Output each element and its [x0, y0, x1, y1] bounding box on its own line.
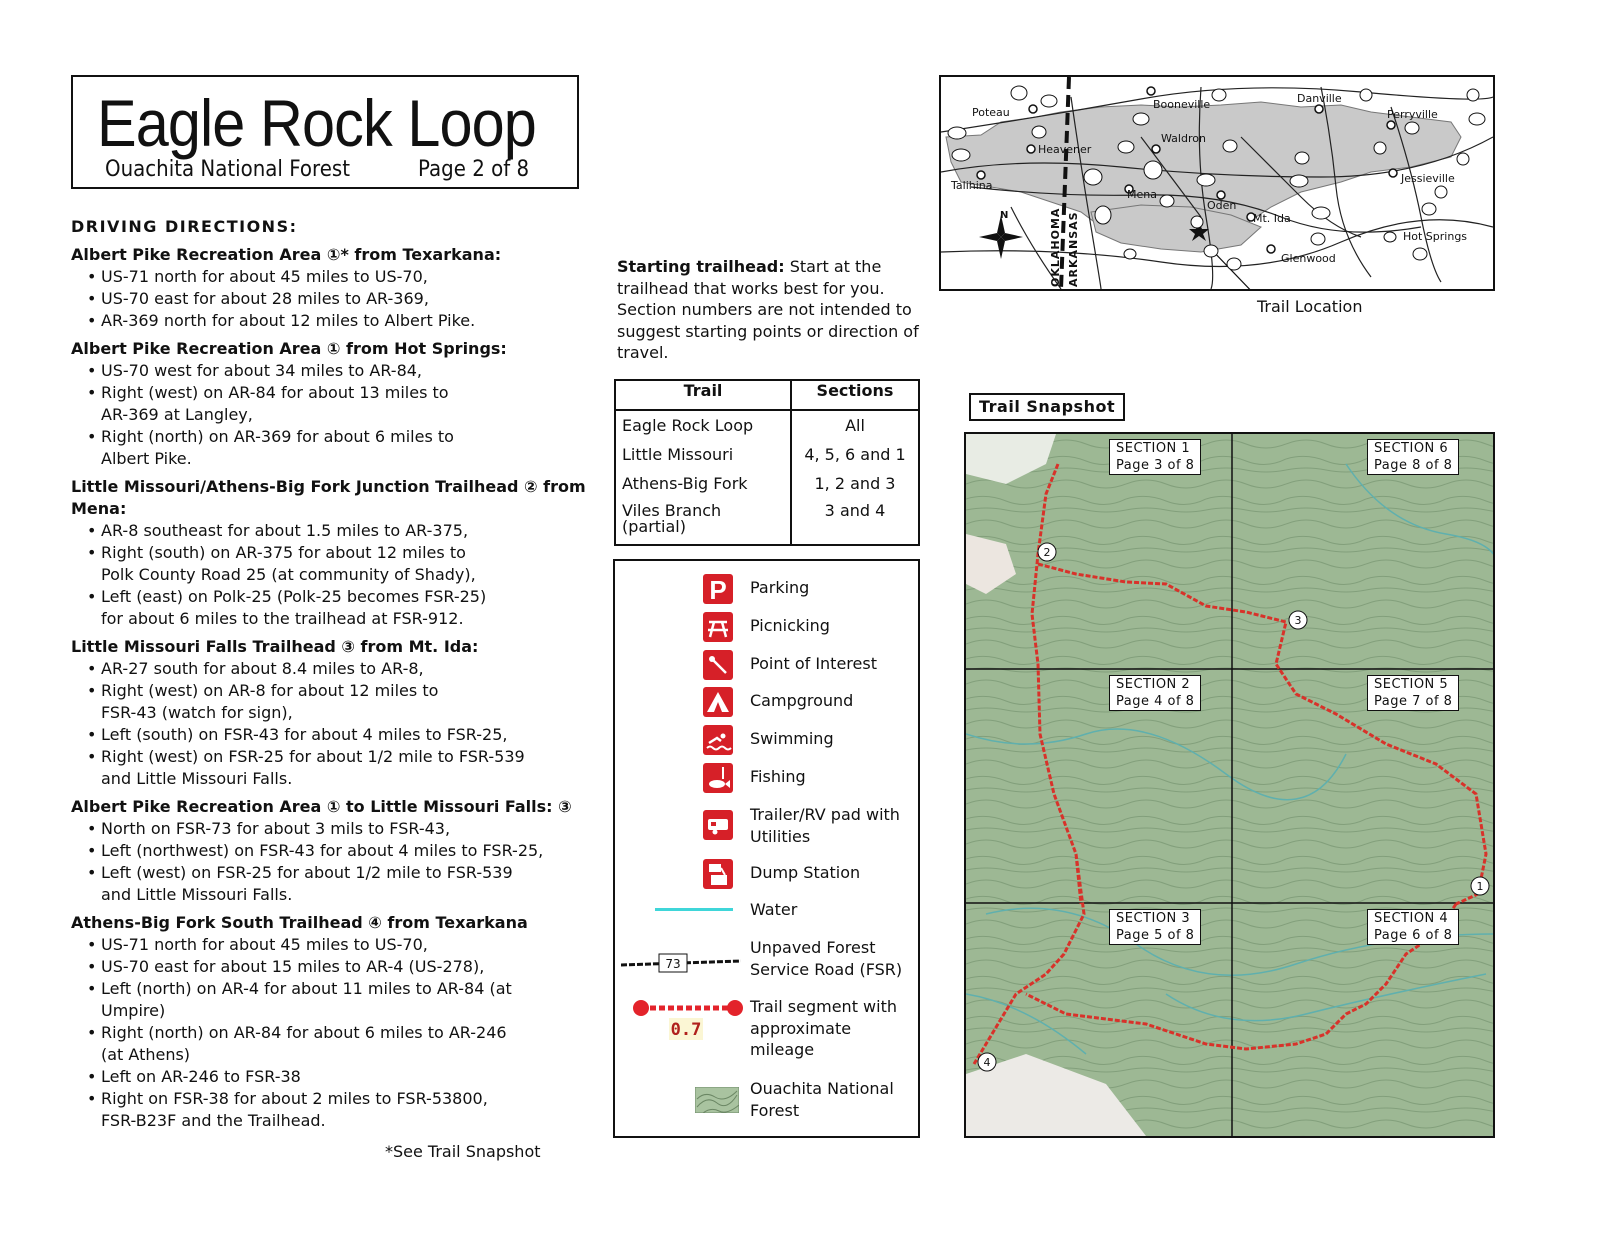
directions-list: [71, 266, 611, 332]
legend-label: Water: [750, 900, 798, 919]
directions-sections: [71, 244, 611, 1132]
direction-step: • US-70 east for about 15 miles to AR-4 (US-278),: [87, 956, 611, 978]
table-cell-sections: 1, 2 and 3: [791, 469, 919, 498]
direction-step: • Right (north) on AR-369 for about 6 miles to Albert Pike.: [87, 426, 611, 470]
town-label: Glenwood: [1281, 252, 1336, 265]
picnic-icon: [703, 612, 733, 642]
direction-step: • Right (west) on AR-84 for about 13 miles to AR-369 at Langley,: [87, 382, 611, 426]
table-row: [615, 498, 919, 545]
section-page: Page 4 of 8: [1116, 694, 1195, 709]
direction-step: • Left (east) on Polk-25 (Polk-25 becomes FSR-25) for about 6 miles to the trailhead at FSR-912.: [87, 586, 611, 630]
section-page: Page 7 of 8: [1374, 694, 1453, 709]
section-3-box: [1109, 909, 1201, 945]
town-label: Mena: [1127, 188, 1157, 201]
state-label-oklahoma: OKLAHOMA: [1049, 207, 1062, 287]
trailhead-3-marker: 3: [1294, 614, 1302, 627]
section-page: Page 8 of 8: [1374, 458, 1453, 473]
section-5-box: [1367, 675, 1459, 711]
direction-step: • US-70 east for about 28 miles to AR-369,: [87, 288, 611, 310]
town-label: Hot Springs: [1403, 230, 1468, 243]
trailer-rv-icon: [703, 810, 733, 840]
section-name: SECTION 5: [1374, 677, 1449, 692]
forest-road-number: 73: [665, 957, 681, 971]
legend-label: Point of Interest: [750, 654, 877, 673]
direction-step: • AR-27 south for about 8.4 miles to AR-8,: [87, 658, 611, 680]
starting-trailhead-label: Starting trailhead:: [617, 257, 785, 276]
dump-station-icon: [703, 859, 733, 889]
direction-step: • Right (west) on FSR-25 for about 1/2 mile to FSR-539 and Little Missouri Falls.: [87, 746, 611, 790]
table-cell-trail: Little Missouri: [622, 445, 734, 464]
section-4-box: [1367, 909, 1459, 945]
town-label: Perryville: [1387, 108, 1438, 121]
directions-section-title: Little Missouri Falls Trailhead ③ from Mt. Ida:: [71, 637, 479, 656]
directions-section-title: Albert Pike Recreation Area ① from Hot Springs:: [71, 339, 507, 358]
table-cell-sections: All: [791, 410, 919, 440]
state-label-arkansas: ARKANSAS: [1067, 211, 1080, 287]
direction-step: • Left (north) on AR-4 for about 11 miles to AR-84 (at Umpire): [87, 978, 611, 1022]
directions-section-title: Albert Pike Recreation Area ①* from Texarkana:: [71, 245, 502, 264]
trail-segment-icon: [629, 996, 749, 1046]
snapshot-label: Trail Snapshot: [969, 393, 1125, 421]
town-label: Mt. Ida: [1253, 212, 1291, 225]
town-label: Jessieville: [1401, 172, 1455, 185]
direction-step: • Left (northwest) on FSR-43 for about 4 miles to FSR-25,: [87, 840, 611, 862]
swimming-icon: [703, 725, 733, 755]
table-cell-trail: Eagle Rock Loop: [622, 416, 754, 435]
map-legend: [613, 559, 920, 1138]
table-cell-trail: Athens-Big Fork: [622, 474, 748, 493]
legend-label: Picnicking: [750, 616, 830, 635]
direction-step: • AR-8 southeast for about 1.5 miles to AR-375,: [87, 520, 611, 542]
campground-icon: [703, 687, 733, 717]
section-name: SECTION 1: [1116, 441, 1191, 456]
section-page: Page 6 of 8: [1374, 928, 1453, 943]
trail-sections-table: [614, 379, 920, 546]
table-header-row: [615, 380, 919, 410]
table-cell-sections: 3 and 4: [791, 498, 919, 545]
legend-label: Parking: [750, 578, 810, 597]
water-line-icon: [655, 908, 733, 911]
table-row: [615, 410, 919, 440]
section-page: Page 3 of 8: [1116, 458, 1195, 473]
town-label: Heavener: [1038, 143, 1092, 156]
direction-step: • US-71 north for about 45 miles to US-70,: [87, 934, 611, 956]
section-name: SECTION 6: [1374, 441, 1449, 456]
legend-label: Swimming: [750, 729, 834, 748]
section-2-box: [1109, 675, 1201, 711]
north-label: N: [1000, 210, 1009, 221]
town-label: Oden: [1207, 199, 1237, 212]
parking-icon: [703, 574, 733, 604]
trailhead-2-marker: 2: [1043, 546, 1051, 559]
forest-road-icon: [621, 949, 741, 979]
page-title: Eagle Rock Loop: [97, 86, 536, 160]
svg-text:P: P: [709, 575, 727, 604]
trailhead-1-marker: 1: [1476, 880, 1484, 893]
direction-step: • Left (south) on FSR-43 for about 4 miles to FSR-25,: [87, 724, 611, 746]
directions-list: [71, 658, 611, 790]
forest-name: Ouachita National Forest: [105, 157, 350, 182]
direction-step: • Right (north) on AR-84 for about 6 miles to AR-246 (at Athens): [87, 1022, 611, 1066]
direction-step: • Left (west) on FSR-25 for about 1/2 mile to FSR-539 and Little Missouri Falls.: [87, 862, 611, 906]
table-header-sections: Sections: [791, 380, 919, 410]
section-name: SECTION 2: [1116, 677, 1191, 692]
directions-heading: DRIVING DIRECTIONS:: [71, 217, 298, 236]
table-row: [615, 469, 919, 498]
direction-step: • AR-369 north for about 12 miles to Albert Pike.: [87, 310, 611, 332]
section-6-box: [1367, 439, 1459, 475]
town-label: Danville: [1297, 92, 1342, 105]
legend-label: Fishing: [750, 767, 806, 786]
direction-step: • US-71 north for about 45 miles to US-70,: [87, 266, 611, 288]
table-cell-trail: Viles Branch (partial): [622, 501, 722, 536]
town-label: Poteau: [972, 106, 1010, 119]
legend-label: Campground: [750, 691, 854, 710]
direction-step: • Right (west) on AR-8 for about 12 miles to FSR-43 (watch for sign),: [87, 680, 611, 724]
direction-step: • Right (south) on AR-375 for about 12 miles to Polk County Road 25 (at community of Shady),: [87, 542, 611, 586]
legend-label: Ouachita National Forest: [750, 1079, 894, 1120]
fishing-icon: [703, 763, 733, 793]
section-name: SECTION 4: [1374, 911, 1449, 926]
directions-list: [71, 934, 611, 1132]
table-cell-sections: 4, 5, 6 and 1: [791, 440, 919, 469]
town-label: Waldron: [1161, 132, 1206, 145]
direction-step: • North on FSR-73 for about 3 mils to FSR-43,: [87, 818, 611, 840]
trail-location-label: Trail Location: [1257, 297, 1363, 316]
title-box: [71, 75, 579, 189]
trailhead-4-marker: 4: [983, 1056, 991, 1069]
legend-label: Trailer/RV pad with Utilities: [750, 805, 900, 846]
point-of-interest-icon: [703, 650, 733, 680]
direction-step: • US-70 west for about 34 miles to AR-84,: [87, 360, 611, 382]
table-row: [615, 440, 919, 469]
legend-label: Unpaved Forest Service Road (FSR): [750, 938, 903, 979]
directions-section-title: Athens-Big Fork South Trailhead ④ from Texarkana: [71, 913, 528, 932]
town-label: Booneville: [1153, 98, 1211, 111]
page-number: Page 2 of 8: [418, 157, 530, 182]
starting-trailhead-text: Start at the trailhead that works best for you. Section numbers are not intended to suggest starting points or direction of travel.: [617, 257, 919, 362]
directions-list: [71, 360, 611, 470]
driving-directions: [71, 216, 611, 1132]
legend-label: Trail segment with approximate mileage: [750, 997, 897, 1059]
town-label: Talihina: [951, 179, 993, 192]
section-1-box: [1109, 439, 1201, 475]
trail-mileage-label: 0.7: [670, 1020, 702, 1040]
see-snapshot-note: *See Trail Snapshot: [385, 1142, 541, 1161]
directions-section-title: Albert Pike Recreation Area ① to Little Missouri Falls: ③: [71, 797, 572, 816]
directions-list: [71, 520, 611, 630]
table-header-trail: Trail: [615, 380, 791, 410]
section-page: Page 5 of 8: [1116, 928, 1195, 943]
direction-step: • Right on FSR-38 for about 2 miles to FSR-53800, FSR-B23F and the Trailhead.: [87, 1088, 611, 1132]
starting-trailhead-note: [617, 256, 927, 364]
national-forest-swatch-icon: [695, 1087, 739, 1113]
legend-label: Dump Station: [750, 863, 861, 882]
directions-list: [71, 818, 611, 906]
locator-map: [939, 75, 1495, 291]
section-name: SECTION 3: [1116, 911, 1191, 926]
directions-section-title: Little Missouri/Athens-Big Fork Junction Trailhead ② from Mena:: [71, 477, 586, 518]
trail-snapshot-map: [964, 432, 1495, 1138]
direction-step: • Left on AR-246 to FSR-38: [87, 1066, 611, 1088]
